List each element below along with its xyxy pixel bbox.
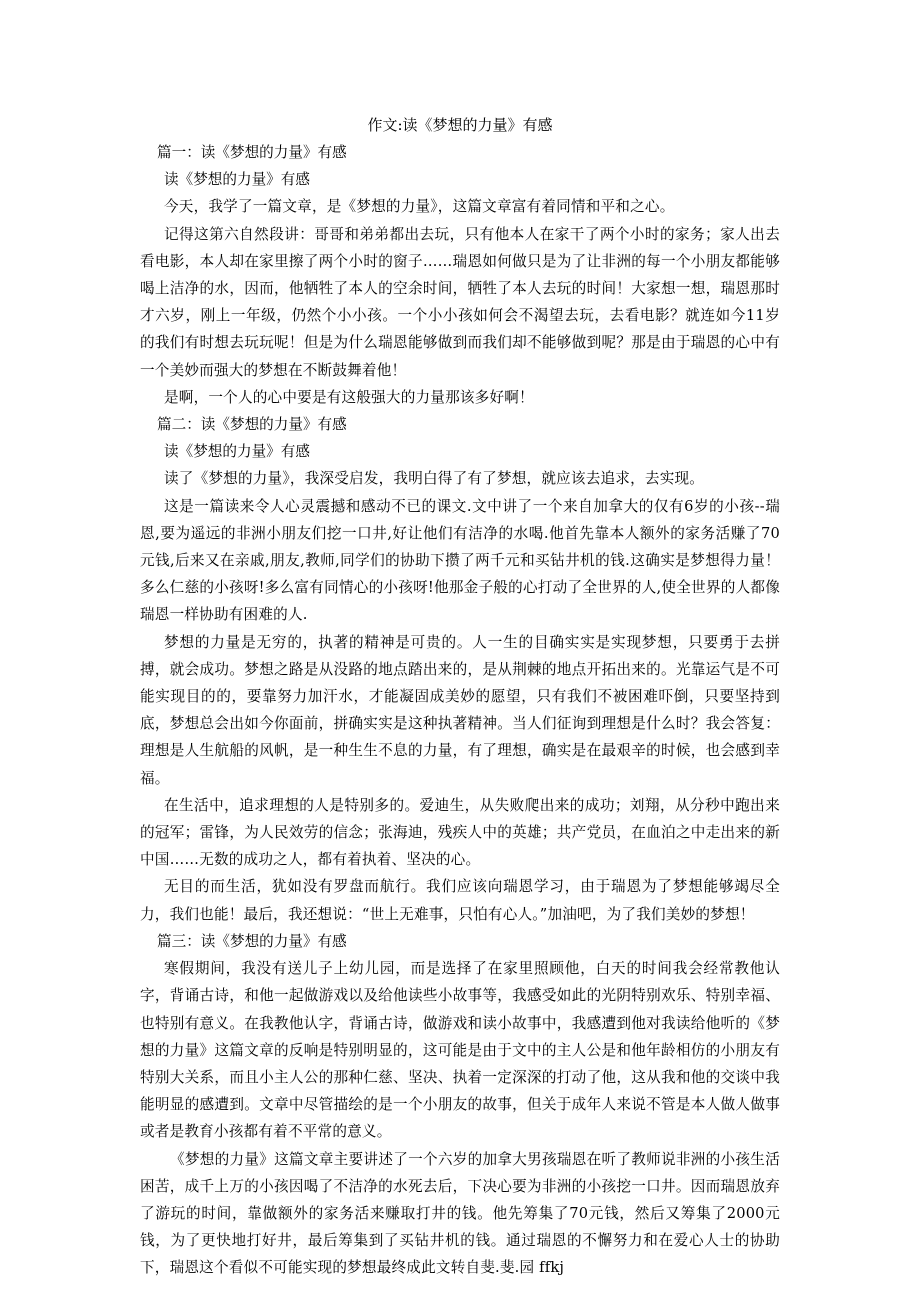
paragraph: 是啊，一个人的心中要是有这般强大的力量那该多好啊！	[164, 388, 534, 406]
section-heading: 篇一：读《梦想的力量》有感	[157, 144, 347, 161]
document-page	[140, 112, 780, 1282]
paragraph: 《梦想的力量》这篇文章主要讲述了一个六岁的加拿大男孩瑞恩在听了教师说非洲的小孩生活困苦，成千上万的小孩因喝了不洁净的水死去后，下决心要为非洲的小孩挖一口井。因而瑞恩放弃了游玩的时间，靠做额外的家务活来赚取打井的钱。他先筹集了70元钱，然后又筹集了2000元钱，为了更快地打好井，最后筹集到了买钻井机的钱。通过瑞恩的不懈努力和在爱心人士的协助下，瑞恩这个看似不可能实现的梦想最终成此文转自斐.斐.园 ffkj	[140, 1150, 780, 1277]
section-3	[140, 928, 780, 1282]
paragraph: 读了《梦想的力量》，我深受启发，我明白得了有了梦想，就应该去追求，去实现。	[164, 470, 705, 488]
section-heading: 篇二：读《梦想的力量》有感	[157, 416, 347, 434]
section-2	[140, 411, 780, 928]
section-heading: 篇三：读《梦想的力量》有感	[157, 932, 347, 950]
paragraph: 今天，我学了一篇文章，是《梦想的力量》，这篇文章富有着同情和平和之心。	[164, 198, 675, 216]
section-subtitle: 读《梦想的力量》有感	[164, 443, 310, 461]
section-1	[140, 139, 780, 411]
paragraph: 无目的而生活，犹如没有罗盘而航行。我们应该向瑞恩学习，由于瑞恩为了梦想能够竭尽全力，我们也能！最后，我还想说：“世上无难事，只怕有心人。”加油吧，为了我们美妙的梦想！	[140, 878, 780, 923]
section-subtitle: 读《梦想的力量》有感	[164, 171, 310, 189]
paragraph: 梦想的力量是无穷的，执著的精神是可贵的。人一生的目确实实是实现梦想，只要勇于去拼搏，就会成功。梦想之路是从没路的地点踏出来的，是从荆棘的地点开拓出来的。光靠运气是不可能实现目的的，要靠努力加汗水，才能凝固成美妙的愿望，只有我们不被困难吓倒，只要坚持到底，梦想总会出如今你面前，拼确实实是这种执著精神。当人们征询到理想是什么时？我会答复：理想是人生航船的风帆，是一种生生不息的力量，有了理想，确实是在最艰辛的时候，也会感到幸福。	[140, 633, 780, 787]
paragraph: 这是一篇读来令人心灵震撼和感动不已的课文.文中讲了一个来自加拿大的仅有6岁的小孩--瑞恩,要为遥远的非洲小朋友们挖一口井,好让他们有洁净的水喝.他首先靠本人额外的家务活赚了70元钱,后来又在亲戚,朋友,教师,同学们的协助下攒了两千元和买钻井机的钱.这确实是梦想得力量！多么仁慈的小孩呀!多么富有同情心的小孩呀!他那金子般的心打动了全世界的人,使全世界的人都像瑞恩一样协助有困难的人.	[140, 497, 780, 624]
document-title: 作文:读《梦想的力量》有感	[367, 116, 553, 134]
paragraph: 记得这第六自然段讲：哥哥和弟弟都出去玩，只有他本人在家干了两个小时的家务；家人出去看电影，本人却在家里擦了两个小时的窗子……瑞恩如何做只是为了让非洲的每一个小朋友都能够喝上洁净的水，因而，他牺牲了本人的空余时间，牺牲了本人去玩的时间！大家想一想，瑞恩那时才六岁，刚上一年级，仍然个小小孩。一个小小孩如何会不渴望去玩，去看电影？就连如今11岁的我们有时想去玩玩呢！但是为什么瑞恩能够做到而我们却不能够做到呢？那是由于瑞恩的心中有一个美妙而强大的梦想在不断鼓舞着他！	[140, 225, 780, 379]
paragraph: 寒假期间，我没有送儿子上幼儿园，而是选择了在家里照顾他，白天的时间我会经常教他认字，背诵古诗，和他一起做游戏以及给他读些小故事等，我感受如此的光阴特别欢乐、特别幸福、也特别有意义。在我教他认字，背诵古诗，做游戏和读小故事中，我感遭到他对我读给他听的《梦想的力量》这篇文章的反响是特别明显的，这可能是由于文中的主人公是和他年龄相仿的小朋友有特别大关系，而且小主人公的那种仁慈、坚决、执着一定深深的打动了他，这从我和他的交谈中我能明显的感遭到。文章中尽管描绘的是一个小朋友的故事，但关于成年人来说不管是本人做人做事或者是教育小孩都有着不平常的意义。	[140, 960, 780, 1141]
paragraph: 在生活中，追求理想的人是特别多的。爱迪生，从失败爬出来的成功；刘翔，从分秒中跑出来的冠军；雷锋，为人民效劳的信念；张海迪，残疾人中的英雄；共产党员，在血泊之中走出来的新中国……无数的成功之人，都有着执着、坚决的心。	[140, 796, 780, 869]
